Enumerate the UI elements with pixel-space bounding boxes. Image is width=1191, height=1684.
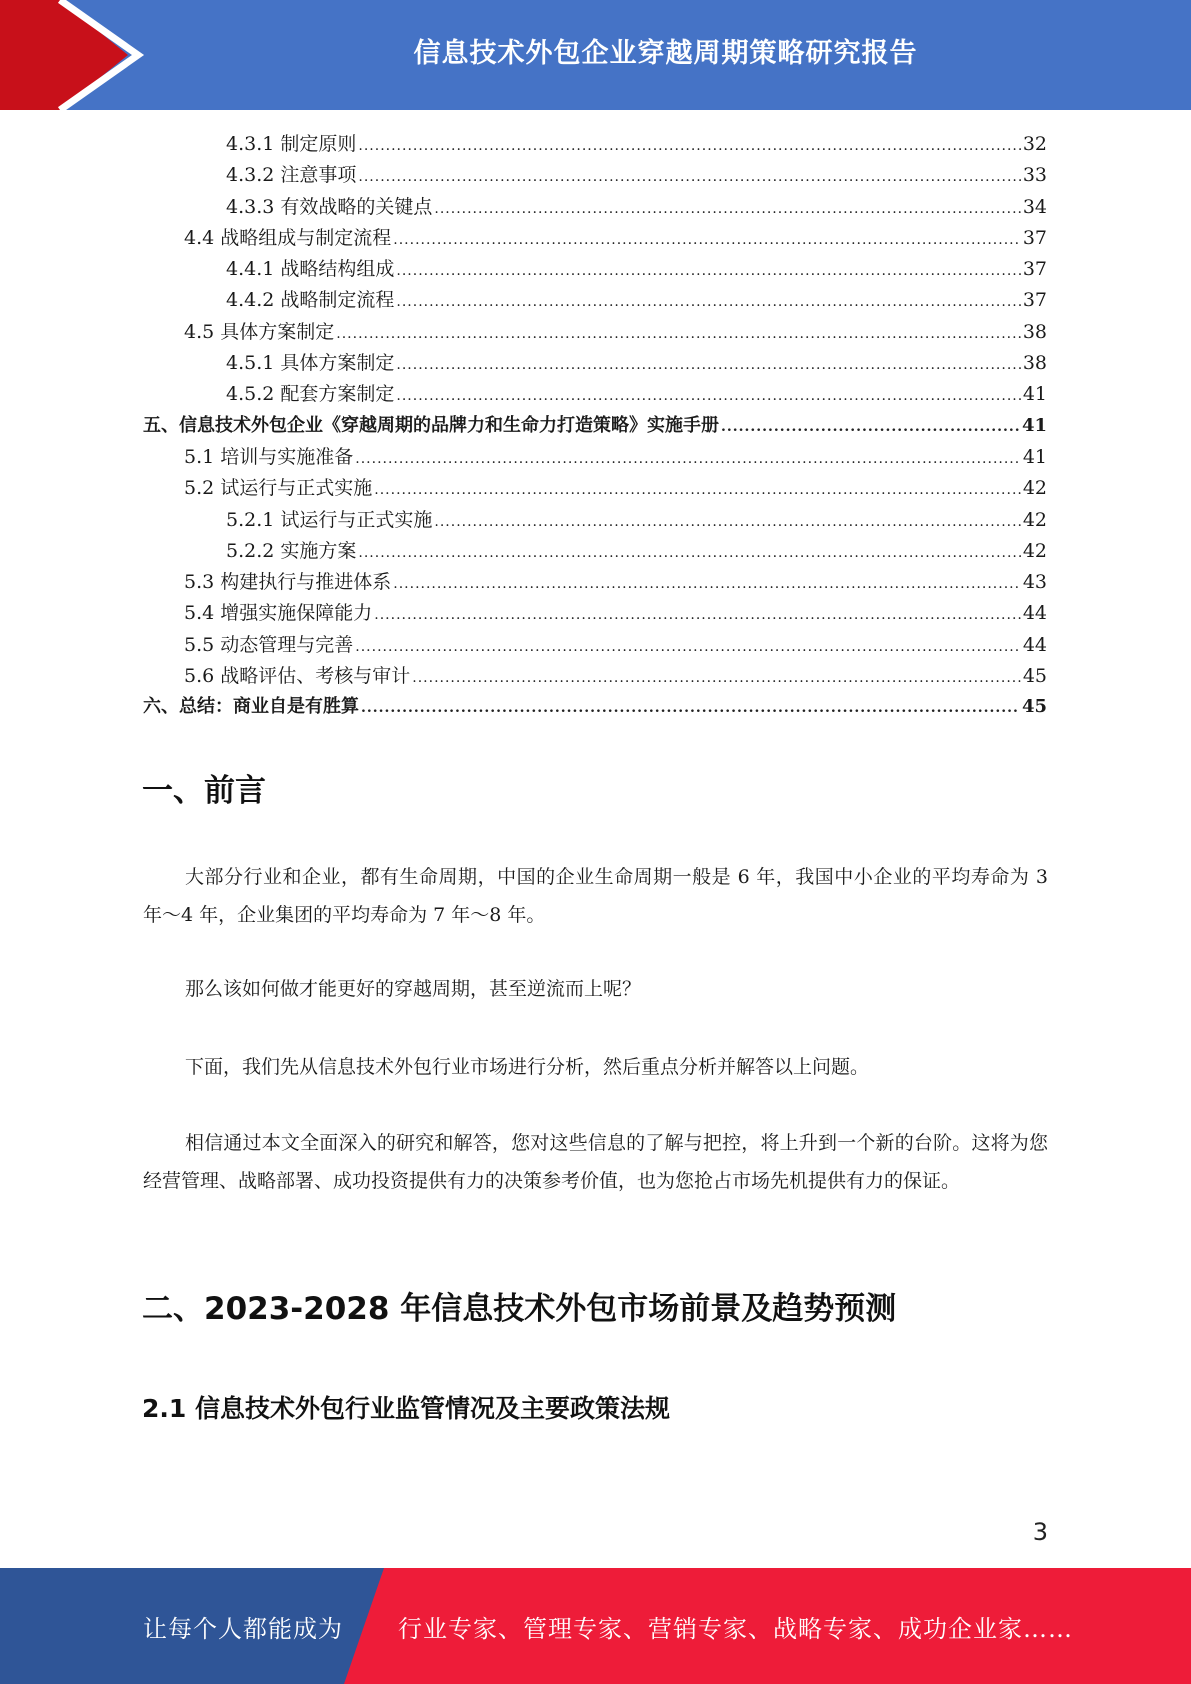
toc-entry-title: 5.2 试运行与正式实施 [184, 477, 373, 500]
toc-dot-leader [434, 514, 1020, 530]
toc-entry[interactable] [143, 661, 1047, 692]
subsection-heading-regulation: 2.1 信息技术外包行业监管情况及主要政策法规 [142, 1394, 670, 1423]
paragraph: 大部分行业和企业，都有生命周期，中国的企业生命周期一般是 6 年，我国中小企业的平均寿命为 3 年～4 年，企业集团的平均寿命为 7 年～8 年。 [143, 866, 1048, 926]
toc-entry[interactable] [143, 411, 1047, 442]
toc-entry[interactable] [143, 192, 1047, 223]
toc-dot-leader [374, 607, 1021, 623]
toc-dot-leader [396, 357, 1020, 373]
toc-entry[interactable] [143, 223, 1047, 254]
toc-entry[interactable] [143, 317, 1047, 348]
paragraph: 相信通过本文全面深入的研究和解答，您对这些信息的了解与把控，将上升到一个新的台阶。这将为您经营管理、战略部署、成功投资提供有力的决策参考价值，也为您抢占市场先机提供有力的保证。 [143, 1132, 1048, 1192]
section-heading-market-outlook: 二、2023-2028 年信息技术外包市场前景及趋势预测 [142, 1291, 897, 1327]
toc-entry[interactable] [143, 536, 1047, 567]
toc-dot-leader [721, 419, 1020, 435]
toc-entry[interactable] [143, 285, 1047, 316]
toc-entry[interactable] [143, 129, 1047, 160]
toc-entry-page: 41 [1022, 445, 1047, 468]
page-number: 3 [1032, 1518, 1048, 1546]
toc-entry-title: 4.5.1 具体方案制定 [226, 352, 395, 375]
toc-entry-page: 41 [1022, 383, 1047, 406]
toc-dot-leader [358, 169, 1020, 185]
toc-entry-title: 4.4 战略组成与制定流程 [184, 226, 392, 249]
toc-entry-page: 38 [1022, 320, 1047, 343]
toc-entry-page: 34 [1022, 195, 1047, 218]
toc-dot-leader [336, 326, 1021, 342]
toc-entry[interactable] [143, 598, 1047, 629]
toc-dot-leader [396, 263, 1020, 279]
toc-entry-title: 4.5.2 配套方案制定 [226, 383, 395, 406]
page-header [0, 0, 1191, 110]
toc-entry-page: 44 [1022, 633, 1047, 656]
toc-entry-title: 4.4.1 战略结构组成 [226, 258, 395, 281]
toc-entry-title: 4.4.2 战略制定流程 [226, 289, 395, 312]
toc-entry-title: 五、信息技术外包企业《穿越周期的品牌力和生命力打造策略》实施手册 [143, 414, 719, 436]
toc-entry[interactable] [143, 473, 1047, 504]
toc-entry-page: 45 [1021, 696, 1047, 718]
toc-entry-page: 38 [1022, 352, 1047, 375]
footer-slogan-right: 行业专家、管理专家、营销专家、战略专家、成功企业家…… [398, 1614, 1073, 1643]
report-title: 信息技术外包企业穿越周期策略研究报告 [413, 37, 918, 69]
toc-entry[interactable] [143, 630, 1047, 661]
toc-dot-leader [393, 576, 1021, 592]
toc-entry-page: 42 [1022, 539, 1047, 562]
toc-entry-page: 37 [1022, 258, 1047, 281]
toc-entry-title: 4.3.2 注意事项 [226, 164, 357, 187]
toc-entry[interactable] [143, 505, 1047, 536]
toc-dot-leader [358, 138, 1020, 154]
toc-entry-title: 4.5 具体方案制定 [184, 320, 335, 343]
toc-dot-leader [396, 388, 1020, 404]
toc-dot-leader [355, 639, 1021, 655]
page-footer [0, 1568, 1191, 1684]
toc-entry-page: 44 [1022, 602, 1047, 625]
toc-entry-page: 42 [1022, 508, 1047, 531]
toc-entry[interactable] [143, 160, 1047, 191]
toc-entry-title: 5.5 动态管理与完善 [184, 633, 354, 656]
toc-entry-title: 5.3 构建执行与推进体系 [184, 571, 392, 594]
toc-entry-page: 37 [1022, 226, 1047, 249]
toc-entry-page: 45 [1022, 665, 1047, 688]
toc-entry[interactable] [143, 442, 1047, 473]
toc-dot-leader [412, 670, 1021, 686]
toc-entry[interactable] [143, 348, 1047, 379]
toc-entry-title: 5.2.2 实施方案 [226, 539, 357, 562]
toc-entry-page: 43 [1022, 571, 1047, 594]
toc-entry-title: 5.4 增强实施保障能力 [184, 602, 373, 625]
toc-entry-title: 5.2.1 试运行与正式实施 [226, 508, 433, 531]
paragraph: 下面，我们先从信息技术外包行业市场进行分析，然后重点分析并解答以上问题。 [185, 1056, 870, 1078]
toc-entry[interactable] [143, 567, 1047, 598]
toc-dot-leader [374, 482, 1021, 498]
toc-entry-page: 33 [1022, 164, 1047, 187]
toc-dot-leader [361, 700, 1020, 716]
toc-entry[interactable] [143, 254, 1047, 285]
toc-dot-leader [355, 451, 1021, 467]
toc-entry-page: 32 [1022, 133, 1047, 155]
toc-entry[interactable] [143, 379, 1047, 410]
toc-entry-title: 六、总结：商业自是有胜算 [143, 696, 359, 718]
toc-entry-page: 41 [1021, 414, 1047, 436]
toc-entry-title: 5.6 战略评估、考核与审计 [184, 665, 411, 688]
toc-dot-leader [358, 545, 1020, 561]
toc-dot-leader [393, 232, 1021, 248]
toc-entry[interactable] [143, 692, 1047, 723]
toc-dot-leader [434, 201, 1020, 217]
toc-entry-page: 42 [1022, 477, 1047, 500]
toc-entry-page: 37 [1022, 289, 1047, 312]
section-heading-preface: 一、前言 [142, 773, 266, 809]
paragraph: 那么该如何做才能更好的穿越周期，甚至逆流而上呢？ [185, 978, 642, 1000]
toc-entry-title: 4.3.1 制定原则 [226, 133, 357, 155]
table-of-contents [143, 129, 1047, 724]
toc-entry-title: 4.3.3 有效战略的关键点 [226, 195, 433, 218]
toc-dot-leader [396, 294, 1020, 310]
toc-entry-title: 5.1 培训与实施准备 [184, 445, 354, 468]
footer-slogan-left: 让每个人都能成为 [143, 1614, 343, 1643]
